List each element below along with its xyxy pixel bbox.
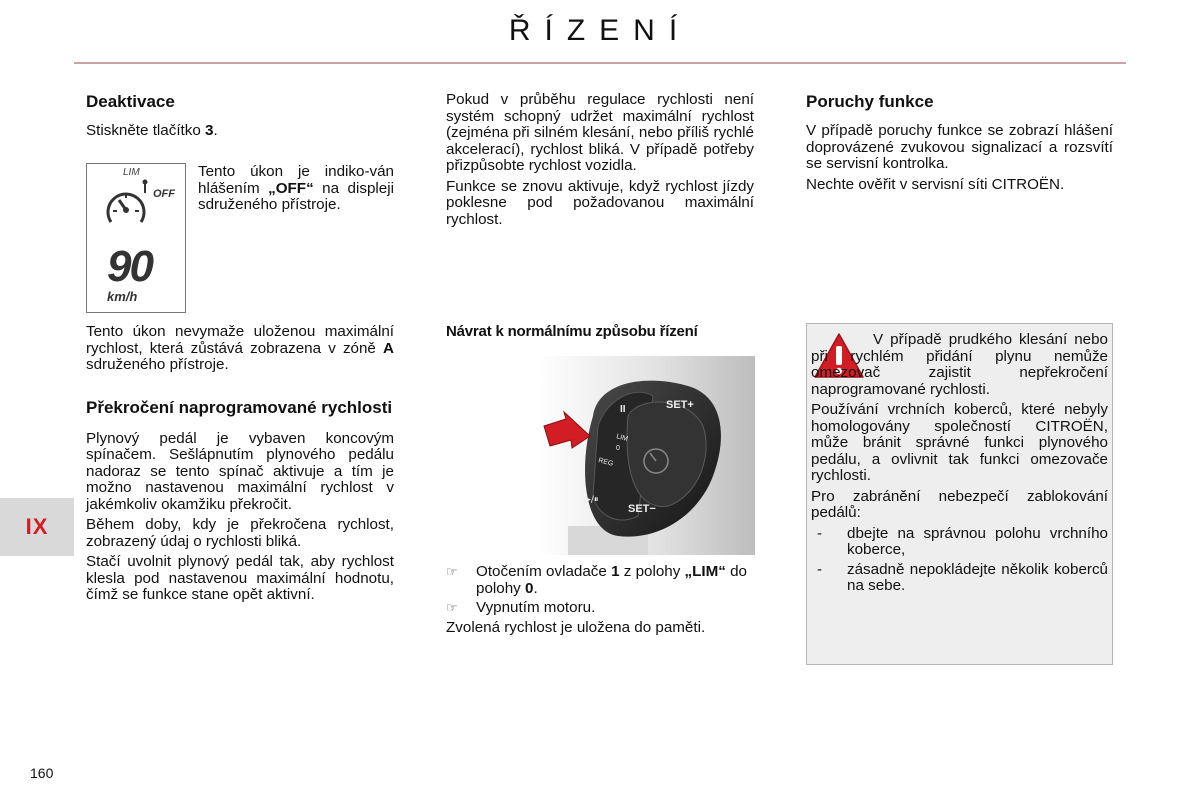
regulation-paragraph: Pokud v průběhu regulace rychlosti není systém schopný udržet maximální rychlost (zejména při silném klesání, nebo příliš rychlé akcelerací), rychlost bliká. V případě potřeby přizpůsobte rychlost vozidla. bbox=[446, 91, 754, 174]
speed-limiter-icon bbox=[101, 178, 161, 238]
button-number: 3 bbox=[205, 122, 214, 139]
pointing-hand-icon: ☞ bbox=[446, 600, 458, 615]
off-message: „OFF“ bbox=[268, 179, 314, 197]
display-speed-unit: km/h bbox=[107, 289, 138, 304]
instrument-display-image bbox=[86, 163, 186, 313]
photo-label-set-plus: SET+ bbox=[666, 399, 694, 411]
faults-heading: Poruchy funkce bbox=[806, 92, 934, 111]
return-instructions bbox=[446, 564, 754, 640]
display-off-label: OFF bbox=[153, 188, 175, 200]
photo-label-reg: REG bbox=[597, 457, 614, 468]
right-column bbox=[806, 92, 1113, 197]
photo-label-zero: 0 bbox=[616, 445, 620, 452]
exceed-heading: Překročení naprogramované rychlosti bbox=[86, 397, 393, 417]
return-heading: Návrat k normálnímu způsobu řízení bbox=[446, 323, 698, 340]
warning-text bbox=[811, 332, 1108, 598]
warning-list bbox=[811, 526, 1108, 595]
left-column-lower bbox=[86, 324, 394, 608]
list-item: - zásadně nepokládejte několik koberců na sebe. bbox=[817, 560, 1108, 594]
press-button-text: Stiskněte tlačítko 3. bbox=[86, 122, 218, 139]
exceed-paragraph-2: Během doby, kdy je překročena rychlost, zobrazený údaj o rychlosti bliká. bbox=[86, 516, 394, 550]
warning-paragraph-1: V případě prudkého klesání nebo při rychlém přidání plynu nemůže omezovač zajistit nepřekročení naprogramované rychlosti. bbox=[811, 331, 1108, 398]
indication-paragraph: Tento úkon je indiko-ván hlášením „OFF“ na displeji sdruženého přístroje. bbox=[198, 163, 394, 213]
warning-paragraph-3: Pro zabránění nebezpečí zablokování pedálů: bbox=[811, 487, 1108, 521]
return-bullet-list bbox=[446, 564, 754, 617]
saved-paragraph: Zvolená rychlost je uložena do paměti. bbox=[446, 618, 706, 636]
middle-column bbox=[446, 92, 754, 232]
left-column bbox=[86, 92, 394, 144]
faults-paragraph-1: V případě poruchy funkce se zobrazí hlášení doprovázené zvukovou signalizací a rozsvítí se servisní kontrolka. bbox=[806, 122, 1113, 172]
photo-label-lim: LIM bbox=[615, 433, 629, 443]
warning-paragraph-2: Používání vrchních koberců, které nebyly homologovány společností CITROËN, může bránit správné funkci plynového pedálu, a ovlivnit tak funkci omezovače rychlosti. bbox=[811, 401, 1108, 484]
deactivation-heading: Deaktivace bbox=[86, 92, 175, 111]
display-speed-value: 90 bbox=[107, 242, 152, 291]
page-title: ŘÍZENÍ bbox=[508, 14, 692, 47]
chapter-tab bbox=[0, 498, 74, 556]
title-divider bbox=[74, 62, 1126, 64]
list-item: ☞ Otočením ovladače 1 z polohy „LIM“ do polohy 0. bbox=[446, 563, 748, 597]
reactivation-paragraph: Funkce se znovu aktivuje, když rychlost jízdy poklesne pod požadovanou maximální rychlost. bbox=[446, 177, 754, 228]
display-lim-label: LIM bbox=[123, 167, 140, 178]
steering-control-photo bbox=[538, 356, 755, 555]
warning-box bbox=[806, 323, 1113, 665]
pointing-hand-icon: ☞ bbox=[446, 564, 458, 579]
exceed-paragraph-1: Plynový pedál je vybaven koncovým spínačem. Sešlápnutím plynového pedálu nadoraz se tento spínač aktivuje a tím je možno nastavenou maximální rychlost v jakémkoliv okamžiku překročit. bbox=[86, 429, 394, 513]
memory-paragraph: Tento úkon nevymaže uloženou maximální rychlost, která zůstává zobrazena v zóně A sdruženého přístroje. bbox=[86, 323, 394, 373]
photo-label-set-minus: SET− bbox=[628, 503, 656, 515]
zone-letter: A bbox=[383, 339, 394, 357]
page-number: 160 bbox=[30, 765, 54, 781]
photo-label-pause: II bbox=[620, 404, 626, 415]
return-heading-block bbox=[446, 323, 754, 341]
exceed-paragraph-3: Stačí uvolnit plynový pedál tak, aby rychlost klesla pod nastavenou maximální hodnotu, čímž se funkce stane opět aktivní. bbox=[86, 553, 394, 603]
list-item: - dbejte na správnou polohu vrchního koberce, bbox=[817, 524, 1108, 558]
chapter-number: IX bbox=[25, 514, 49, 539]
list-item: ☞ Vypnutím motoru. bbox=[446, 599, 596, 616]
photo-label-resume: ▶/⏸ bbox=[584, 495, 599, 505]
faults-paragraph-2: Nechte ověřit v servisní síti CITROËN. bbox=[806, 175, 1065, 193]
